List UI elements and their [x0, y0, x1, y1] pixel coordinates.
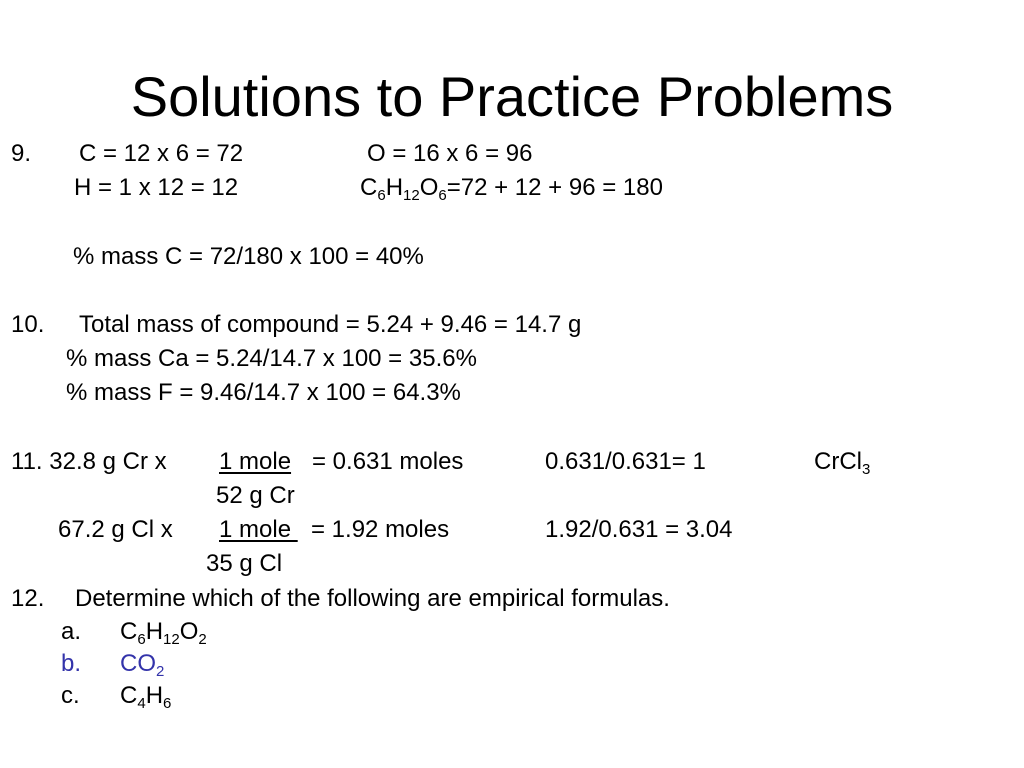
problem-11-cl-start: 67.2 g Cl x	[58, 516, 173, 543]
problem-11-cl-ratio: 1.92/0.631 = 3.04	[545, 516, 733, 543]
problem-11-cr-ratio: 0.631/0.631= 1	[545, 448, 706, 475]
problem-9-carbon-line: C = 12 x 6 = 72	[79, 140, 244, 167]
problem-12-question: Determine which of the following are empirical formulas.	[75, 585, 670, 612]
option-a-formula: $C_6H_{12}O_2$	[120, 618, 207, 648]
option-c-formula: $C_4H_6$	[120, 682, 172, 712]
option-c-label: c.	[61, 682, 80, 709]
problem-9-number: 9.	[11, 140, 32, 167]
problem-10-total-mass: Total mass of compound = 5.24 + 9.46 = 14.7 g	[79, 311, 582, 338]
problem-10-percent-ca: % mass Ca = 5.24/14.7 x 100 = 35.6%	[66, 345, 477, 372]
problem-9-oxygen-line: O = 16 x 6 = 96	[367, 140, 533, 167]
problem-11-cl-result: = 1.92 moles	[311, 516, 450, 543]
problem-11-cr-result: = 0.631 moles	[312, 448, 464, 475]
problem-11-cl-numerator: 1 mole	[219, 516, 298, 543]
option-a-label: a.	[61, 618, 82, 645]
problem-9-molar-mass: $C_6H_{12}O_6=72 + 12 + 96 = 180$	[360, 174, 663, 204]
option-b-formula: $CO_2$	[120, 650, 165, 680]
page-title: Solutions to Practice Problems	[130, 65, 894, 128]
option-b-label: b.	[61, 650, 82, 677]
problem-11-cr-start: 11. 32.8 g Cr x	[11, 448, 167, 475]
problem-11-formula: CrCl$_3$	[814, 448, 871, 478]
problem-12-number: 12.	[11, 585, 45, 612]
problem-10-number: 10.	[11, 311, 45, 338]
problem-10-percent-f: % mass F = 9.46/14.7 x 100 = 64.3%	[66, 379, 461, 406]
problem-9-percent-carbon: % mass C = 72/180 x 100 = 40%	[73, 243, 424, 270]
problem-11-cl-denominator: 35 g Cl	[206, 550, 283, 577]
problem-11-cr-denominator: 52 g Cr	[216, 482, 295, 509]
problem-11-cr-numerator: 1 mole	[219, 448, 292, 475]
problem-9-hydrogen-line: H = 1 x 12 = 12	[74, 174, 239, 201]
